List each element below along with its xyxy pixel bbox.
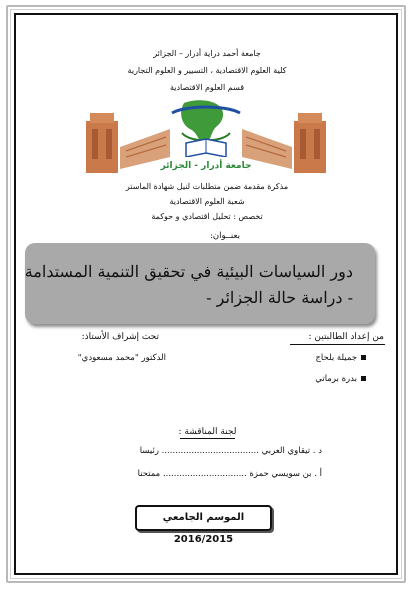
bullet-icon bbox=[361, 355, 366, 360]
committee-member-2: أ . بن سويسي حمزة ............................... ممتحنا bbox=[137, 469, 322, 479]
bullet-icon bbox=[361, 376, 366, 381]
branch-name: شعبة العلوم الاقتصادية bbox=[169, 197, 245, 206]
thesis-title-box bbox=[25, 243, 375, 324]
academic-season-box: الموسم الجامعي 2016/2015 bbox=[135, 505, 272, 531]
student-name-2: بدرة برماتي bbox=[315, 374, 366, 385]
logo-left-building bbox=[86, 121, 118, 173]
department-name: قسم العلوم الاقتصادية bbox=[169, 83, 245, 92]
supervisor-name: الدكتور "محمد مسعودي" bbox=[77, 353, 166, 363]
student-name-1: جميلة بلحاج bbox=[315, 353, 366, 364]
logo-caption: جامعة أدرار - الجزائر bbox=[160, 161, 252, 171]
university-name: جامعة أحمد دراية أدرار – الجزائر bbox=[153, 49, 261, 58]
committee-label-underline bbox=[180, 438, 235, 439]
under-title-label: بعنــوان: bbox=[210, 231, 240, 241]
faculty-name: كلية العلوم الاقتصادية ، التسيير و العلوم التجارية bbox=[127, 66, 287, 75]
thesis-title-line-1: دور السياسات البيئية في تحقيق التنمية المستدامة bbox=[24, 262, 353, 281]
memo-description: مذكرة مقدمة ضمن متطلبات لنيل شهادة الماستر bbox=[125, 182, 289, 191]
logo-right-building bbox=[294, 121, 326, 173]
supervisor-label: تحت إشراف الأستاذ: bbox=[81, 332, 159, 342]
committee-label: لجنة المناقشة : bbox=[178, 427, 237, 437]
university-logo bbox=[86, 99, 326, 179]
students-label-underline bbox=[290, 344, 385, 345]
specialty-label: تخصص : تحليل اقتصادي و حوكمة bbox=[151, 212, 263, 221]
students-label: من إعداد الطالبتين : bbox=[308, 332, 384, 342]
committee-member-1: د . تيقاوي العربي .................................... رئيسا bbox=[139, 446, 322, 456]
thesis-title-line-2: - دراسة حالة الجزائر - bbox=[206, 288, 353, 307]
